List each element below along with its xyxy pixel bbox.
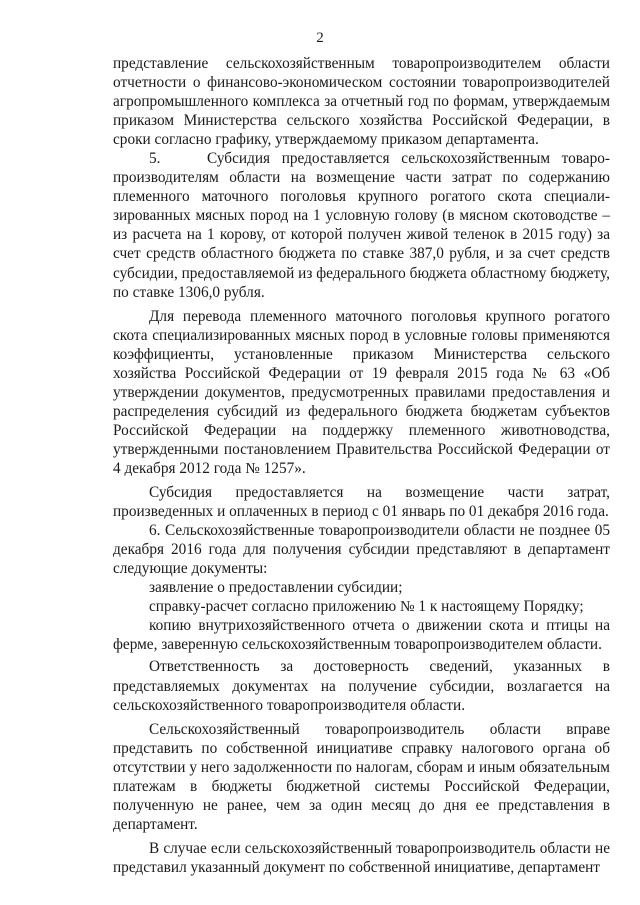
list-item-calculation: справку-расчет согласно приложению № 1 к настоящему Порядку; (149, 598, 584, 616)
paragraph-item-5: 5. Субсидия предоставляется сельскохозяйственным товаропроизводителям области на возмещение части затрат по содержанию племенного маточного поголовья крупного рогатого скота специализированных мясных пород на 1 условную голову (в мясном скотоводстве – из расчета на 1 корову, от которой получен живой теленок в 2015 году) за счет средств областного бюджета по ставке 387,0 рубля, и за счет средств субсидии, предоставляемой из федерального бюджета областному бюджету, по ставке 1306,0 рубля. (113, 150, 610, 301)
paragraph-continuation: представление сельскохозяйственным товаропроизводителем области отчетности о финансово-экономическом состоянии товаропроизводителей агропромышленного комплекса за отчетный год по формам, утверждаемым приказом Министерства сельского хозяйства Российской Федерации, в сроки согласно графику, утверждаемому приказом департамента. (113, 55, 610, 149)
paragraph-tax-certificate: Сельскохозяйственный товаропроизводитель области вправе представить по собственной инициативе справку налогового органа об отсутствии у него задолженности по налогам, сборам и иным обязательным платежам в бюджеты бюджетной системы Российской Федерации, полученную не ранее, чем за один месяц до дня ее представления в департамент. (113, 720, 610, 833)
list-item-report-copy: копию внутрихозяйственного отчета о движении скота и птицы на ферме, заверенную сельскохозяйственным товаропроизводителем области. (113, 617, 610, 654)
paragraph-conversion-coefficients: Для перевода племенного маточного поголовья крупного рогатого скота специализированных мясных пород в условные головы применяются коэффициенты, установленные приказом Министерства сельского хозяйства Российской Федерации от 19 февраля 2015 года № 63 «Об утверждении документов, предусмотренных правилами предоставления и распределения субсидий из федерального бюджета бюджетам субъектов Российской Федерации на поддержку племенного животноводства, утвержденными постановлением Правительства Российской Федерации от 4 декабря 2012 года № 1257». (113, 307, 610, 477)
paragraph-item-6: 6. Сельскохозяйственные товаропроизводители области не позднее 05 декабря 2016 года для получения субсидии представляют в департамент следующие документы: (113, 522, 610, 578)
paragraph-subsidy-period: Субсидия предоставляется на возмещение части затрат, произведенных и оплаченных в период с 01 январь по 01 декабря 2016 года. (113, 484, 610, 521)
page-number: 2 (316, 30, 324, 46)
paragraph-if-not-submitted: В случае если сельскохозяйственный товаропроизводитель области не представил указанный документ по собственной инициативе, департамент (113, 839, 610, 876)
document-body (113, 54, 610, 877)
list-item-application: заявление о предоставлении субсидии; (149, 579, 403, 597)
paragraph-responsibility: Ответственность за достоверность сведений, указанных в представляемых документах на получение субсидии, возлагается на сельскохозяйственного товаропроизводителя области. (113, 658, 610, 714)
